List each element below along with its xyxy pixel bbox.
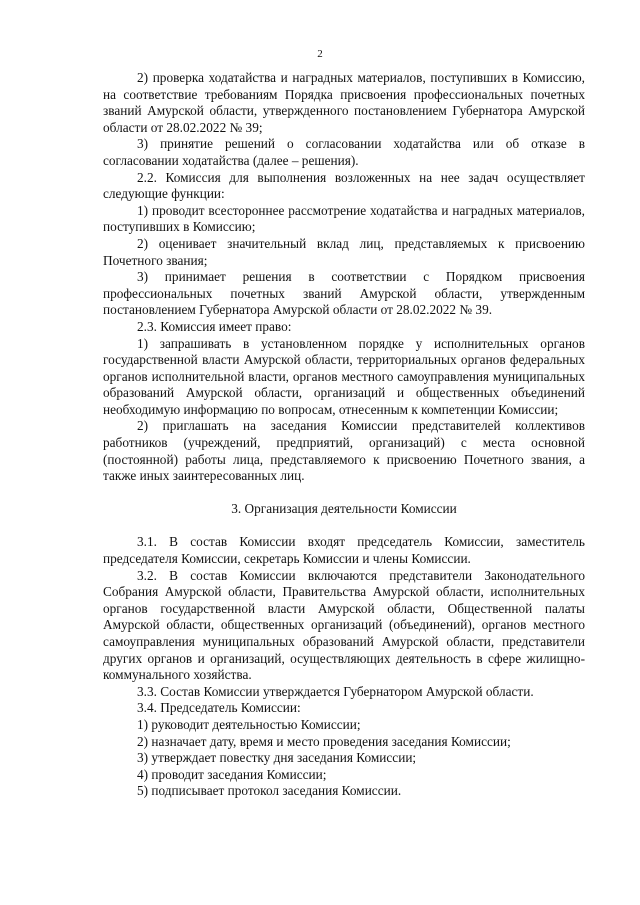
paragraph: 2.3. Комиссия имеет право: xyxy=(137,318,292,334)
paragraph: 3.2. В состав Комиссии включаются представители Законодательного Собрания Амурской области, Правительства Амурской области, исполнительных органов государственной власти Амурской области, Общественной палаты Амурской области, общественных организаций (объединений), органов местного самоуправления муниципальных образований Амурской области, представители других органов и организаций, осуществляющих деятельность в сфере жилищно-коммунального хозяйства. xyxy=(103,567,585,683)
paragraph: 3.4. Председатель Комиссии: xyxy=(137,700,301,716)
page-number: 2 xyxy=(317,48,323,60)
paragraph: 2) приглашать на заседания Комиссии представителей коллективов работников (учреждений, предприятий, организаций) с места основной (постоянной) работы лица, представляемого к присвоению Почетного звания, а также иных заинтересованных лиц. xyxy=(103,418,585,484)
paragraph: 3) принятие решений о согласовании ходатайства или об отказе в согласовании ходатайства (далее – решения). xyxy=(103,136,585,168)
paragraph: 2) оценивает значительный вклад лиц, представляемых к присвоению Почетного звания; xyxy=(103,235,585,268)
paragraph: 1) запрашивать в установленном порядке у исполнительных органов государственной власти Амурской области, территориальных органов федеральных органов исполнительной власти, органов местного самоуправления муниципальных образований Амурской области, организаций и общественных объединений необходимую информацию по вопросам, отнесенным к компетенции Комиссии; xyxy=(103,335,585,417)
paragraph: 1) руководит деятельностью Комиссии; xyxy=(137,716,361,732)
paragraph: 3) утверждает повестку дня заседания Комиссии; xyxy=(137,750,417,766)
document-body xyxy=(103,70,585,800)
paragraph: 3.1. В состав Комиссии входят председатель Комиссии, заместитель председателя Комиссии, секретарь Комиссии и члены Комиссии. xyxy=(103,534,585,567)
paragraph: 5) подписывает протокол заседания Комиссии. xyxy=(137,783,402,799)
paragraph: 2.2. Комиссия для выполнения возложенных на нее задач осуществляет следующие функции: xyxy=(103,169,585,202)
paragraph: 4) проводит заседания Комиссии; xyxy=(137,766,327,782)
paragraph: 2) назначает дату, время и место проведения заседания Комиссии; xyxy=(137,733,511,749)
section-heading: 3. Организация деятельности Комиссии xyxy=(231,500,457,516)
paragraph: 3) принимает решения в соответствии с Порядком присвоения профессиональных почетных званий Амурской области, утвержденным постановлением Губернатора Амурской области от 28.02.2022 № 39. xyxy=(103,269,585,318)
paragraph: 2) проверка ходатайства и наградных материалов, поступивших в Комиссию, на соответствие требованиям Порядка присвоения профессиональных почетных званий Амурской области, утвержденного постановлением Губернатора Амурской области от 28.02.2022 № 39; xyxy=(103,70,585,135)
paragraph: 3.3. Состав Комиссии утверждается Губернатором Амурской области. xyxy=(137,683,534,699)
paragraph: 1) проводит всестороннее рассмотрение ходатайства и наградных материалов, поступивших в Комиссию; xyxy=(103,202,585,235)
